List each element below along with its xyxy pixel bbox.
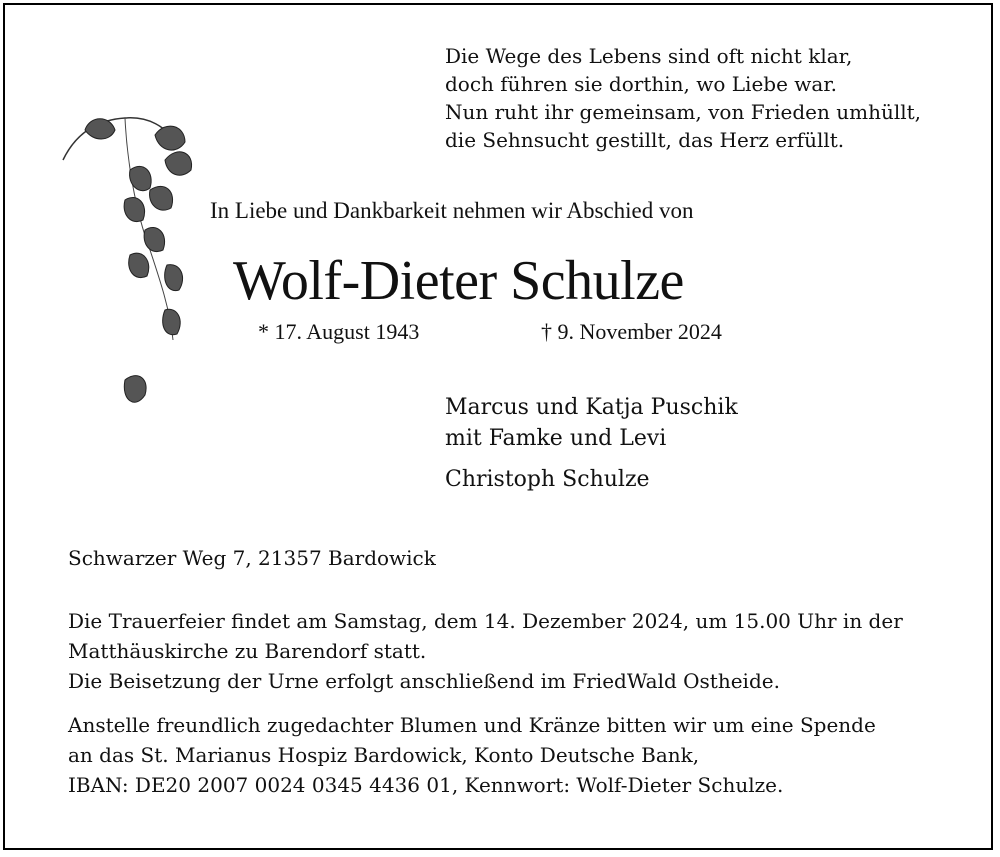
farewell-intro: In Liebe und Dankbarkeit nehmen wir Abschied von [210, 198, 694, 223]
ceremony-line: Die Trauerfeier findet am Samstag, dem 14. Dezember 2024, um 15.00 Uhr in der [68, 609, 903, 633]
poem [445, 42, 921, 154]
poem-line: doch führen sie dorthin, wo Liebe war. [445, 72, 838, 96]
donation-line: IBAN: DE20 2007 0024 0345 4436 01, Kennwort: Wolf-Dieter Schulze. [68, 773, 784, 797]
poem-line: Nun ruht ihr gemeinsam, von Frieden umhüllt, [445, 100, 922, 124]
ceremony-info [68, 606, 903, 696]
deceased-name: Wolf-Dieter Schulze [233, 250, 684, 312]
donation-line: Anstelle freundlich zugedachter Blumen und Kränze bitten wir um eine Spende [68, 713, 876, 737]
mourner-line: Marcus und Katja Puschik [445, 395, 738, 420]
donation-info [68, 710, 876, 800]
leaf-branch-icon [55, 80, 205, 430]
birth-date: * 17. August 1943 [258, 319, 420, 344]
ceremony-line: Matthäuskirche zu Barendorf statt. [68, 639, 427, 663]
ceremony-line: Die Beisetzung der Urne erfolgt anschließend im FriedWald Ostheide. [68, 669, 780, 693]
mourner-line: Christoph Schulze [445, 467, 650, 492]
poem-line: Die Wege des Lebens sind oft nicht klar, [445, 44, 853, 68]
poem-line: die Sehnsucht gestillt, das Herz erfüllt. [445, 128, 845, 152]
mourner-line: mit Famke und Levi [445, 426, 667, 451]
mourners [445, 392, 738, 495]
address: Schwarzer Weg 7, 21357 Bardowick [68, 546, 436, 570]
death-date: † 9. November 2024 [541, 319, 722, 344]
donation-line: an das St. Marianus Hospiz Bardowick, Konto Deutsche Bank, [68, 743, 700, 767]
